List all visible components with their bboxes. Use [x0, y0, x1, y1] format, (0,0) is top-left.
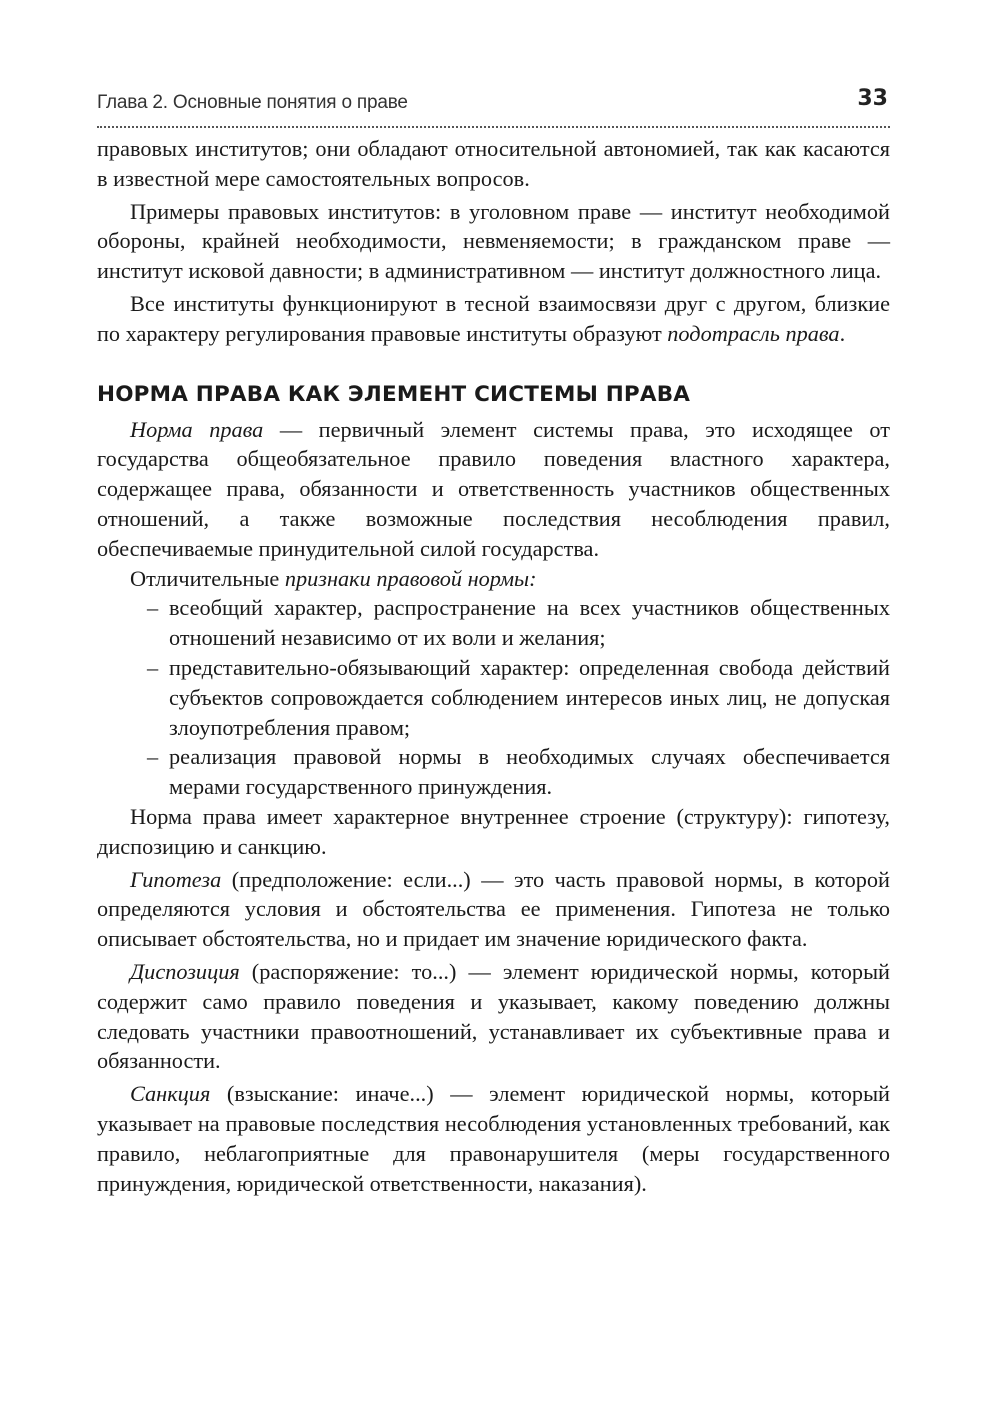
- paragraph-institute-examples: Примеры правовых институтов: в уголовном праве — институт необходимой обороны, крайней необходимости, невменяемости; в гражданском праве — институт исковой давности; в административном — институт должностного лица.: [97, 198, 890, 284]
- subbranch-period: .: [839, 320, 846, 346]
- page-number: 33: [857, 86, 888, 111]
- paragraph-hypothesis: [97, 865, 890, 954]
- features-intro-term: признаки правовой нормы:: [284, 565, 537, 591]
- disposition-text: (распоряжение: то...) — элемент юридической нормы, который содержит само правило поведения и указывает, какому поведению должны следовать участники правоотношений, устанавливает их субъективные права и обязанности.: [97, 958, 890, 1074]
- list-item-text: представительно-обязывающий характер: определенная свобода действий субъектов сопровождается соблюдением интересов иных лиц, не допуская злоупотребления правом;: [169, 654, 890, 740]
- list-item-text: всеобщий характер, распространение на всех участников общественных отношений независимо от их воли и желания;: [169, 595, 890, 651]
- norm-definition-text: — первичный элемент системы права, это исходящее от государства общеобязательное правило поведения властного характера, содержащее права, обязанности и ответственность участников общественных отношений, а также возможные последствия несоблюдения правил, обеспечиваемые принудительной силой государства.: [97, 416, 890, 561]
- list-item: [97, 742, 890, 802]
- paragraph-features-intro: [97, 564, 890, 594]
- features-list: [97, 593, 890, 802]
- page-body: [97, 134, 890, 1198]
- sanction-term: Санкция: [130, 1081, 211, 1107]
- subbranch-text: Все институты функционируют в тесной взаимосвязи друг с другом, близкие по характеру регулирования правовые институты образуют: [97, 290, 890, 346]
- section-heading: НОРМА ПРАВА КАК ЭЛЕМЕНТ СИСТЕМЫ ПРАВА: [97, 381, 691, 407]
- paragraph-sanction: [97, 1079, 890, 1198]
- list-item: [97, 653, 890, 742]
- running-header: [97, 82, 890, 128]
- features-intro-text: Отличительные: [130, 565, 285, 591]
- paragraph-disposition: [97, 957, 890, 1076]
- chapter-title: Глава 2. Основные понятия о праве: [97, 92, 408, 113]
- paragraph-institutes-autonomy: правовых институтов; они обладают относительной автономией, так как касаются в известной мере самостоятельных вопросов.: [97, 136, 890, 191]
- book-page: [97, 82, 890, 1198]
- dash-marker: –: [147, 654, 159, 680]
- paragraph-norm-structure: Норма права имеет характерное внутреннее строение (структуру): гипотезу, диспозицию и санкцию.: [97, 803, 890, 859]
- disposition-term: Диспозиция: [130, 958, 240, 984]
- hypothesis-text: (предположение: если...) — это часть правовой нормы, в которой определяются условия и обстоятельства ее применения. Гипотеза не только описывает обстоятельства, но и придает им значение юридического факта.: [97, 866, 890, 952]
- subbranch-term: подотрасль права: [667, 320, 840, 346]
- sanction-text: (взыскание: иначе...) — элемент юридической нормы, который указывает на правовые последствия несоблюдения установленных требований, как правило, неблагоприятные для правонарушителя (меры государственного принуждения, юридической ответственности, наказания).: [97, 1081, 890, 1196]
- dash-marker: –: [147, 595, 159, 621]
- norm-term: Норма права: [130, 416, 264, 442]
- paragraph-norm-definition: [97, 415, 890, 564]
- list-item-text: реализация правовой нормы в необходимых случаях обеспечивается мерами государственного принуждения.: [169, 744, 890, 800]
- list-item: [97, 593, 890, 653]
- hypothesis-term: Гипотеза: [130, 866, 222, 892]
- dash-marker: –: [147, 744, 159, 770]
- paragraph-subbranch: [97, 289, 890, 349]
